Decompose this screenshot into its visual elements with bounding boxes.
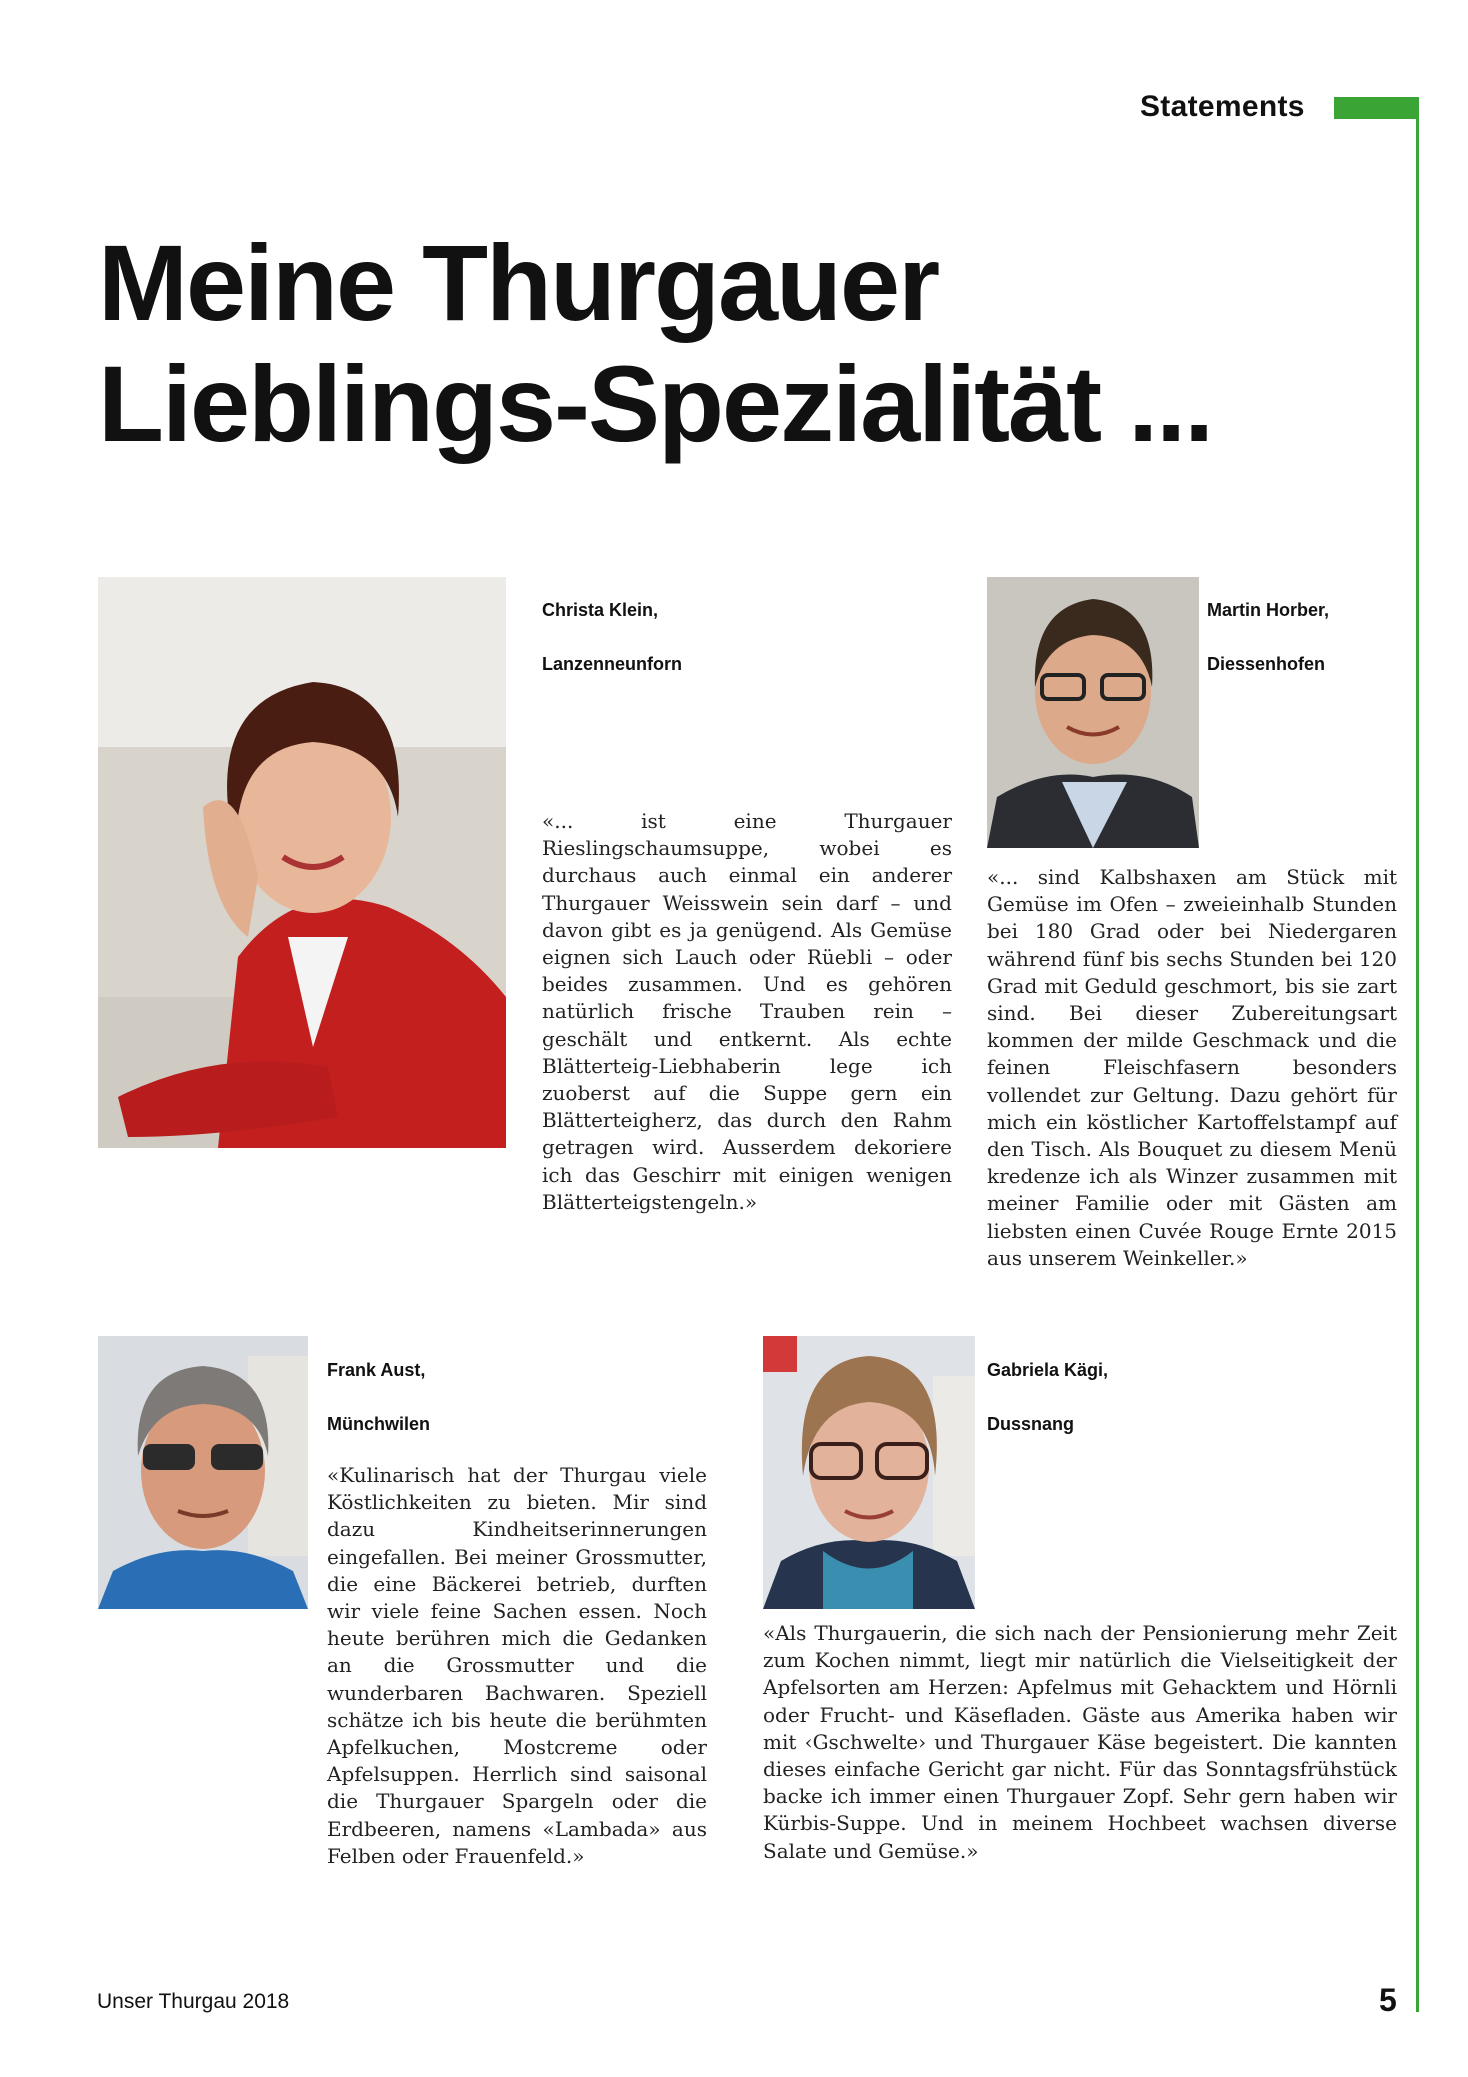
person-place: Münchwilen xyxy=(327,1414,430,1434)
page-number: 5 xyxy=(1379,1982,1397,2018)
person-name: Frank Aust, xyxy=(327,1360,426,1380)
person-name: Christa Klein, xyxy=(542,600,659,620)
page-headline xyxy=(98,222,1338,464)
publication-title: Unser Thurgau 2018 xyxy=(97,1990,290,2013)
portrait-gabriela-kaegi xyxy=(763,1336,975,1609)
name-christa-klein xyxy=(542,570,782,678)
side-rule xyxy=(1416,97,1419,2012)
headline-line-1: Meine Thurgauer xyxy=(98,222,939,343)
person-place: Diessenhofen xyxy=(1207,654,1326,674)
name-gabriela-kaegi xyxy=(987,1330,1207,1438)
portrait-christa-klein xyxy=(98,577,506,1148)
quote-christa-klein: «... ist eine Thurgauer Rieslingschaumsuppe, wobei es durchaus auch einmal ein anderer Thurgauer Weisswein sein darf – und davon gibt es ja genügend. Als Gemüse eignen sich Lauch oder Rüebli – oder beides zusammen. Und es gehören natürlich frische Trauben rein – geschält und entkernt. Als echte Blätterteig-Liebhaberin lege ich zuoberst auf die Suppe gern ein Blätterteigherz, das durch den Rahm getragen wird. Ausserdem dekoriere ich das Geschirr mit einigen wenigen Blätterteigstengeln.» xyxy=(542,809,952,1214)
portrait-martin-horber xyxy=(987,577,1199,848)
section-accent-bar xyxy=(1334,97,1418,119)
person-place: Lanzenneunforn xyxy=(542,654,682,674)
person-place: Dussnang xyxy=(987,1414,1075,1434)
headline-line-2: Lieblings-Spezialität ... xyxy=(98,343,1213,464)
quote-gabriela-kaegi: «Als Thurgauerin, die sich nach der Pensionierung mehr Zeit zum Kochen nimmt, liegt mir natürlich die Vielseitigkeit der Apfelsorten am Herzen: Apfelmus mit Gehacktem und Hörnli oder Frucht- und Käsefladen. Gäste aus Amerika haben wir mit ‹Gschwelte› und Thurgauer Käse begeistert. Die kannten dieses einfache Gericht gar nicht. Für das Sonntagsfrühstück backe ich immer einen Thurgauer Zopf. Sehr gern haben wir Kürbis-Suppe. Und in meinem Hochbeet wachsen diverse Salate und Gemüse.» xyxy=(763,1621,1397,1863)
name-frank-aust xyxy=(327,1330,547,1438)
name-martin-horber xyxy=(1207,570,1407,678)
portrait-frank-aust xyxy=(98,1336,308,1609)
person-name: Martin Horber, xyxy=(1207,600,1330,620)
quote-martin-horber: «... sind Kalbshaxen am Stück mit Gemüse im Ofen – zweieinhalb Stunden bei 180 Grad oder bei Niedergaren während fünf bis sechs Stunden bei 120 Grad mit Geduld geschmort, bis sie zart sind. Bei dieser Zubereitungsart kommen der milde Geschmack und die feinen Fleischfasern besonders vollendet zur Geltung. Dazu gehört für mich ein köstlicher Kartoffelstampf auf den Tisch. Als Bouquet zu diesem Menü kredenze ich als Winzer zusammen mit meiner Familie oder mit Gästen am liebsten einen Cuvée Rouge Ernte 2015 aus unserem Weinkeller.» xyxy=(987,865,1397,1270)
person-name: Gabriela Kägi, xyxy=(987,1360,1109,1380)
section-label: Statements xyxy=(1140,90,1305,123)
quote-frank-aust: «Kulinarisch hat der Thurgau viele Köstlichkeiten zu bieten. Mir sind dazu Kindheitserinnerungen eingefallen. Bei meiner Grossmutter, die eine Bäckerei betrieb, durften wir viele feine Sachen essen. Noch heute berühren mich die Gedanken an die Grossmutter und die wunderbaren Bachwaren. Speziell schätze ich bis heute die berühmten Apfelkuchen, Mostcreme oder Apfelsuppen. Herrlich sind saisonal die Thurgauer Spargeln oder die Erdbeeren, namens «Lambada» aus Felben oder Frauenfeld.» xyxy=(327,1463,707,1868)
